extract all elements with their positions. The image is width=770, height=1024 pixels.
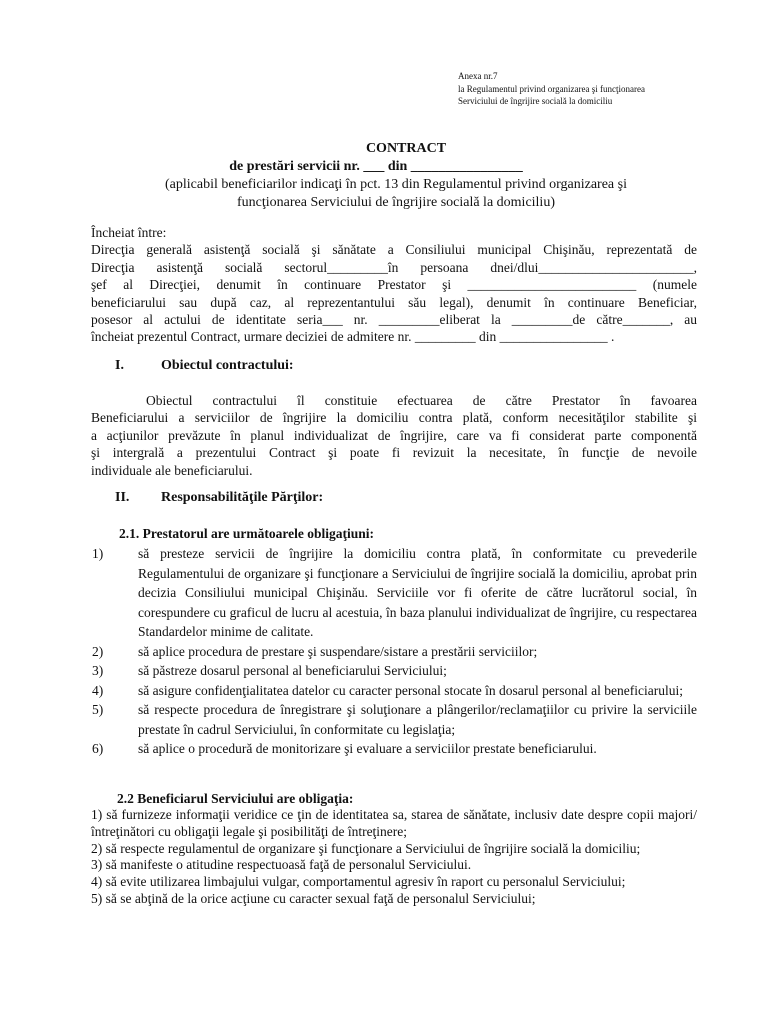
intro-paragraph (91, 224, 697, 346)
list-item: 2) să respecte regulamentul de organizare şi funcţionare a Serviciului de îngrijire socială la domiciliu; (91, 840, 641, 856)
section-number: II. (115, 490, 130, 505)
beneficiary-obligations-list (91, 807, 697, 908)
item-number: 6) (92, 741, 104, 756)
object-line: şi intergrală a prezentului Contract şi poate fi revizuit la necesitate, în funcţie de nevoile (91, 445, 697, 461)
object-line: Beneficiarului a serviciilor de îngrijire la domiciliu contra plată, conform necesităţilor stabilite şi (91, 410, 697, 426)
item-number: 3) (92, 663, 104, 678)
section-title: Responsabilităţile Părţilor: (161, 490, 324, 505)
contract-note: (aplicabil beneficiarilor indicaţi în pct. 13 din Regulamentul privind organizarea şi (165, 177, 627, 192)
list-item: 3) să manifeste o atitudine respectuoasă faţă de personalul Serviciului. (91, 857, 472, 873)
item-text: să asigure confidenţialitatea datelor cu caracter personal stocate în dosarul personal al beneficiarului; (138, 682, 684, 698)
annex-line: Anexa nr.7 (458, 71, 498, 81)
list-item: 1) să furnizeze informaţii veridice ce ţin de identitatea sa, starea de sănătate, inclusiv date despre copii majori/întreţinători cu obligaţii legale şi posibilităţi de întreţinere; (91, 807, 697, 839)
section-title: Obiectul contractului: (161, 358, 294, 373)
item-text: să păstreze dosarul personal al beneficiarului Serviciului; (138, 663, 447, 678)
contract-title-block (92, 140, 700, 212)
item-number: 5) (92, 702, 104, 717)
provider-obligations-list (92, 544, 697, 759)
annex-line: la Regulamentul privind organizarea şi funcţionarea (458, 83, 646, 94)
item-number: 1) (92, 546, 104, 561)
list-item (92, 739, 697, 759)
annex-note (458, 70, 645, 108)
list-item (92, 661, 697, 681)
item-text: să presteze servicii de îngrijire la domiciliu contra plată, în conformitate cu prevederile Regulamentului de organizare şi funcţionare a Serviciului de îngrijire socială la domiciliu, aprobat prin decizia Consiliului municipal Chişinău. Serviciile vor fi oferite de către lucrătorul social, în corespundere cu graficul de lucru al acestuia, în baza planului individualizat de îngrijire, cu respectarea Standardelor minime de calitate. (138, 546, 697, 639)
intro-line: Direcţia asistenţă socială sectorul_________în persoana dnei/dlui_______________________, (91, 259, 697, 275)
annex-line: Serviciului de îngrijire socială la domiciliu (458, 96, 613, 106)
list-item: 5) să se abţină de la orice acţiune cu caracter sexual faţă de personalul Serviciului; (91, 890, 536, 906)
list-item (92, 544, 697, 642)
contract-subtitle: de prestări servicii nr. ___ din ________________ (229, 159, 523, 174)
intro-line: posesor al actului de identitate seria___ nr. _________eliberat la _________de către_______, au (91, 312, 697, 328)
section-heading (115, 358, 294, 374)
object-line: a acţiunilor prevăzute în planul individualizat de îngrijire, care va fi considerat parte componentă (91, 427, 697, 443)
subsection-title: 2.1. Prestatorul are următoarele obligaţiuni: (119, 526, 374, 541)
section-number: I. (115, 358, 124, 373)
list-item (92, 642, 697, 662)
item-text: să aplice o procedură de monitorizare şi evaluare a serviciilor prestate beneficiarului. (138, 741, 597, 756)
intro-line: şef al Direcţiei, denumit în continuare Prestator şi _________________________ (numele (91, 277, 697, 293)
item-number: 2) (92, 643, 104, 659)
list-item: 4) să evite utilizarea limbajului vulgar, comportamentul agresiv în raport cu personalul Serviciului; (91, 874, 626, 890)
object-paragraph (91, 392, 697, 479)
item-text: să respecte procedura de înregistrare şi soluţionare a plângerilor/reclamaţiilor cu privire la serviciile prestate în cadrul Serviciului, în conformitate cu legislaţia; (138, 702, 697, 737)
list-item (92, 681, 697, 701)
contract-note: funcţionarea Serviciului de îngrijire socială la domiciliu) (236, 195, 555, 210)
object-line: Obiectul contractului îl constituie efectuarea de către Prestator în favoarea (146, 393, 697, 408)
list-item (92, 700, 697, 739)
intro-line: încheiat prezentul Contract, urmare deciziei de admitere nr. _________ din ________________ . (91, 329, 615, 345)
subsection-title: 2.2 Beneficiarul Serviciului are obligaţia: (117, 791, 354, 806)
section-heading (115, 490, 323, 506)
intro-line: Direcţia generală asistenţă socială şi sănătate a Consiliului municipal Chişinău, reprezentată de (91, 242, 697, 258)
contract-title: CONTRACT (365, 141, 447, 156)
object-line: individuale ale beneficiarului. (91, 462, 253, 478)
item-text: să aplice procedura de prestare şi suspendare/sistare a prestării serviciilor; (138, 643, 538, 659)
intro-line: beneficiarului sau după caz, al reprezentantului său legal), denumit în continuare Beneficiar, (91, 294, 697, 310)
intro-line: Încheiat între: (91, 225, 167, 240)
item-number: 4) (92, 682, 104, 698)
